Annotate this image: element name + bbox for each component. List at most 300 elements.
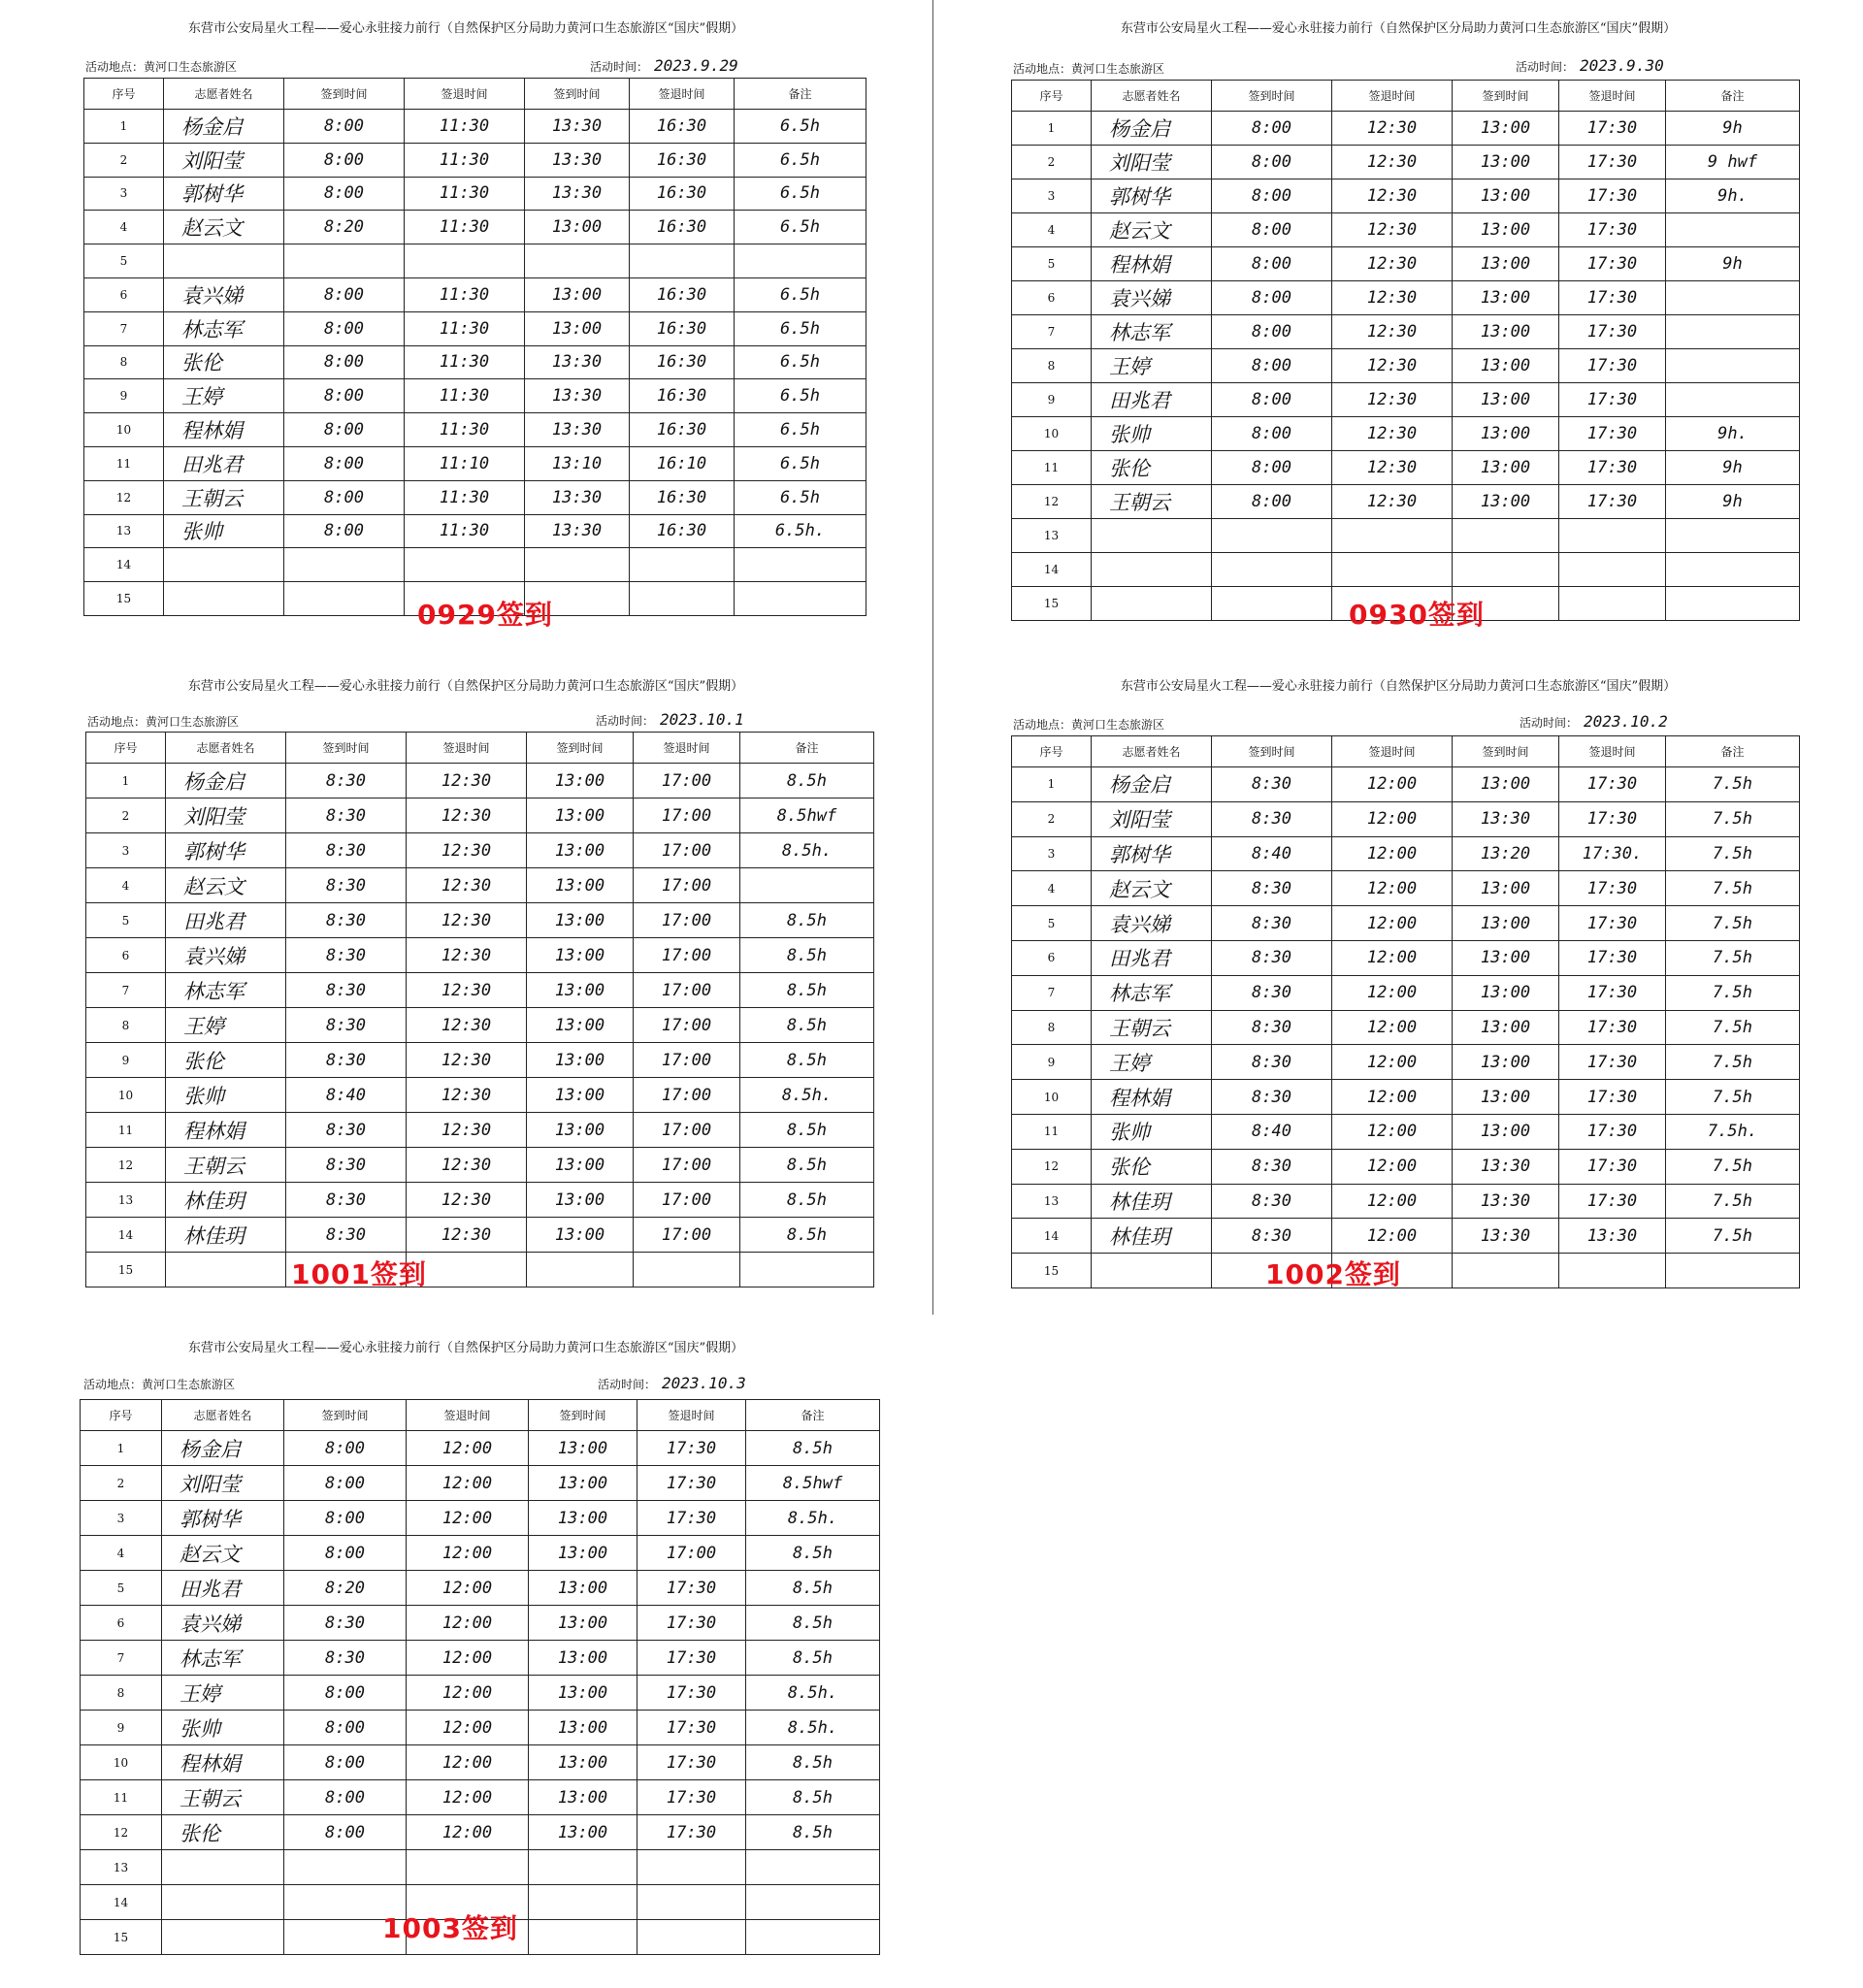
volunteer-name — [162, 1850, 284, 1885]
row-seq: 6 — [1012, 940, 1092, 975]
volunteer-name: 张伦 — [162, 1815, 284, 1850]
row-seq: 13 — [1012, 1184, 1092, 1219]
signin-am-time: 8:30 — [286, 938, 407, 973]
remark-hours: 6.5h — [735, 480, 866, 514]
header-name: 志愿者姓名 — [166, 733, 286, 764]
table-row — [86, 868, 874, 903]
signin-pm-time: 13:00 — [527, 938, 634, 973]
signout-am-time: 12:30 — [407, 764, 527, 798]
signin-pm-time: 13:00 — [529, 1780, 637, 1815]
remark-hours: 8.5h — [746, 1431, 880, 1466]
signin-am-time: 8:30 — [1212, 801, 1332, 836]
signin-am-time: 8:30 — [1212, 1149, 1332, 1184]
row-seq: 1 — [1012, 112, 1092, 146]
signin-pm-time — [525, 244, 630, 278]
signout-pm-time: 16:30 — [630, 345, 735, 379]
sheet-title: 东营市公安局星火工程——爱心永驻接力前行（自然保护区分局助力黄河口生态旅游区“国庆”假期） — [187, 21, 744, 36]
remark-hours: 6.5h — [735, 211, 866, 244]
header-signin-am: 签到时间 — [284, 1400, 407, 1431]
time-line — [596, 710, 744, 729]
signout-pm-time: 17:00 — [637, 1536, 746, 1571]
row-seq: 2 — [84, 143, 164, 177]
remark-hours: 6.5h — [735, 446, 866, 480]
signout-pm-time: 17:30 — [637, 1641, 746, 1676]
volunteer-name: 田兆君 — [164, 446, 284, 480]
volunteer-name: 袁兴娣 — [166, 938, 286, 973]
remark-hours: 7.5h — [1666, 1080, 1800, 1115]
row-seq: 3 — [1012, 179, 1092, 213]
volunteer-name: 林志军 — [166, 973, 286, 1008]
remark-hours: 8.5h — [740, 938, 874, 973]
row-seq: 7 — [84, 311, 164, 345]
signout-pm-time: 17:00 — [634, 1148, 740, 1183]
table-row — [81, 1536, 880, 1571]
table-row — [86, 764, 874, 798]
signout-pm-time: 17:30 — [1559, 1045, 1666, 1080]
header-signin-am: 签到时间 — [1212, 736, 1332, 767]
signin-pm-time: 13:00 — [527, 903, 634, 938]
table-row — [86, 1183, 874, 1218]
table-body — [81, 1431, 880, 1955]
row-seq: 6 — [84, 277, 164, 311]
remark-hours — [1666, 1254, 1800, 1288]
signin-am-time: 8:00 — [284, 1815, 407, 1850]
signout-pm-time: 16:10 — [630, 446, 735, 480]
signin-pm-time: 13:00 — [529, 1466, 637, 1501]
signout-pm-time: 17:30 — [1559, 485, 1666, 519]
table-row — [1012, 767, 1800, 802]
table-row — [86, 833, 874, 868]
volunteer-name: 杨金启 — [162, 1431, 284, 1466]
volunteer-name: 刘阳莹 — [164, 143, 284, 177]
row-seq: 13 — [86, 1183, 166, 1218]
signin-pm-time: 13:30 — [1453, 1184, 1559, 1219]
row-seq: 6 — [81, 1606, 162, 1641]
signin-am-time: 8:30 — [1212, 871, 1332, 906]
remark-hours: 6.5h. — [735, 514, 866, 548]
signout-pm-time — [1559, 553, 1666, 587]
volunteer-name: 刘阳莹 — [1092, 146, 1212, 179]
row-seq: 15 — [1012, 1254, 1092, 1288]
table-row — [81, 1606, 880, 1641]
remark-hours: 8.5hwf — [740, 798, 874, 833]
signin-am-time: 8:30 — [1212, 1184, 1332, 1219]
signin-pm-time: 13:00 — [527, 1218, 634, 1253]
signin-pm-time: 13:00 — [529, 1641, 637, 1676]
signout-am-time: 12:30 — [407, 1008, 527, 1043]
volunteer-name — [162, 1920, 284, 1955]
signout-am-time — [1332, 519, 1453, 553]
header-signout-pm: 签退时间 — [1559, 81, 1666, 112]
signout-pm-time: 17:30 — [1559, 1184, 1666, 1219]
signin-am-time: 8:40 — [1212, 836, 1332, 871]
remark-hours: 9h — [1666, 112, 1800, 146]
signin-pm-time: 13:00 — [1453, 179, 1559, 213]
remark-hours: 8.5h — [740, 1183, 874, 1218]
table-row — [1012, 383, 1800, 417]
volunteer-name: 刘阳莹 — [1092, 801, 1212, 836]
row-seq: 14 — [81, 1885, 162, 1920]
header-name: 志愿者姓名 — [162, 1400, 284, 1431]
signout-pm-time: 17:30 — [1559, 179, 1666, 213]
remark-hours: 8.5h — [740, 1008, 874, 1043]
signout-am-time: 12:30 — [407, 903, 527, 938]
signout-am-time: 11:30 — [405, 379, 525, 413]
signin-pm-time: 13:30 — [525, 177, 630, 211]
signout-am-time: 12:00 — [1332, 1080, 1453, 1115]
time-label: 活动时间： — [590, 60, 649, 74]
signin-am-time: 8:40 — [1212, 1114, 1332, 1149]
signout-pm-time: 17:30 — [1559, 213, 1666, 247]
table-row — [1012, 179, 1800, 213]
table-row — [84, 311, 866, 345]
table-row — [84, 244, 866, 278]
signout-am-time: 12:00 — [1332, 767, 1453, 802]
signin-pm-time: 13:00 — [1453, 1010, 1559, 1045]
row-seq: 4 — [1012, 213, 1092, 247]
signout-am-time: 12:30 — [1332, 247, 1453, 281]
signout-pm-time: 16:30 — [630, 277, 735, 311]
table-row — [1012, 451, 1800, 485]
remark-hours: 6.5h — [735, 143, 866, 177]
signout-pm-time — [630, 548, 735, 582]
signin-am-time: 8:30 — [286, 1008, 407, 1043]
remark-hours: 8.5h — [740, 1218, 874, 1253]
table-body — [1012, 112, 1800, 621]
signout-am-time: 12:00 — [407, 1431, 529, 1466]
remark-hours: 7.5h — [1666, 1184, 1800, 1219]
table-row — [81, 1711, 880, 1745]
table-row — [1012, 871, 1800, 906]
signin-pm-time: 13:00 — [527, 1148, 634, 1183]
signout-am-time: 12:30 — [1332, 179, 1453, 213]
signin-pm-time: 13:00 — [529, 1431, 637, 1466]
signin-am-time: 8:00 — [284, 110, 405, 144]
header-signout-am: 签退时间 — [1332, 736, 1453, 767]
table-row — [84, 143, 866, 177]
row-seq: 5 — [1012, 247, 1092, 281]
signin-pm-time: 13:00 — [1453, 247, 1559, 281]
signin-pm-time: 13:00 — [529, 1676, 637, 1711]
header-signout-am: 签退时间 — [407, 1400, 529, 1431]
volunteer-name: 林佳玥 — [1092, 1219, 1212, 1254]
table-row — [1012, 247, 1800, 281]
signin-am-time: 8:00 — [284, 413, 405, 447]
remark-hours: 7.5h. — [1666, 1114, 1800, 1149]
remark-hours: 8.5h. — [740, 1078, 874, 1113]
row-seq: 9 — [1012, 383, 1092, 417]
volunteer-name: 郭树华 — [1092, 836, 1212, 871]
table-row — [81, 1641, 880, 1676]
signin-pm-time: 13:00 — [525, 211, 630, 244]
signin-am-time: 8:30 — [286, 868, 407, 903]
remark-hours: 6.5h — [735, 110, 866, 144]
signout-pm-time: 17:30 — [1559, 146, 1666, 179]
signin-pm-time: 13:00 — [525, 277, 630, 311]
signin-pm-time: 13:00 — [527, 764, 634, 798]
table-row — [84, 413, 866, 447]
signout-am-time: 12:00 — [1332, 1184, 1453, 1219]
volunteer-name — [162, 1885, 284, 1920]
table-row — [84, 177, 866, 211]
volunteer-name: 程林娟 — [1092, 1080, 1212, 1115]
signin-am-time: 8:00 — [284, 379, 405, 413]
volunteer-name: 王婷 — [1092, 349, 1212, 383]
table-row — [1012, 801, 1800, 836]
signin-pm-time — [525, 548, 630, 582]
volunteer-name — [1092, 553, 1212, 587]
signout-pm-time: 17:00 — [634, 1218, 740, 1253]
signout-pm-time: 17:00 — [634, 1008, 740, 1043]
volunteer-name: 田兆君 — [162, 1571, 284, 1606]
stamp-label: 1003签到 — [382, 1912, 518, 1944]
signout-am-time: 12:00 — [407, 1536, 529, 1571]
volunteer-name: 张帅 — [1092, 417, 1212, 451]
signin-table — [1011, 735, 1800, 1288]
signin-am-time: 8:40 — [286, 1078, 407, 1113]
signin-am-time — [1212, 519, 1332, 553]
time-label: 活动时间： — [1520, 716, 1579, 730]
table-row — [84, 480, 866, 514]
row-seq: 5 — [84, 244, 164, 278]
volunteer-name: 袁兴娣 — [1092, 906, 1212, 941]
signout-pm-time: 16:30 — [630, 311, 735, 345]
location-line — [1013, 60, 1164, 77]
row-seq: 9 — [81, 1711, 162, 1745]
row-seq: 9 — [84, 379, 164, 413]
signin-pm-time: 13:30 — [525, 413, 630, 447]
volunteer-name: 程林娟 — [1092, 247, 1212, 281]
location-value: 黄河口生态旅游区 — [144, 60, 238, 74]
remark-hours: 8.5h — [746, 1815, 880, 1850]
signout-am-time — [1332, 553, 1453, 587]
row-seq: 7 — [1012, 975, 1092, 1010]
volunteer-name — [164, 548, 284, 582]
row-seq: 8 — [1012, 349, 1092, 383]
row-seq: 11 — [81, 1780, 162, 1815]
volunteer-name: 张伦 — [1092, 1149, 1212, 1184]
row-seq: 14 — [86, 1218, 166, 1253]
remark-hours: 7.5h — [1666, 1219, 1800, 1254]
remark-hours: 8.5h. — [740, 833, 874, 868]
remark-hours: 6.5h — [735, 277, 866, 311]
volunteer-name: 杨金启 — [164, 110, 284, 144]
row-seq: 10 — [1012, 1080, 1092, 1115]
signout-pm-time: 17:30 — [1559, 1149, 1666, 1184]
row-seq: 5 — [1012, 906, 1092, 941]
signout-pm-time: 16:30 — [630, 211, 735, 244]
signin-pm-time: 13:00 — [1453, 1114, 1559, 1149]
table-row — [84, 345, 866, 379]
volunteer-name: 郭树华 — [164, 177, 284, 211]
signout-am-time: 12:30 — [1332, 451, 1453, 485]
remark-hours: 7.5h — [1666, 836, 1800, 871]
row-seq: 15 — [84, 582, 164, 616]
table-body — [86, 764, 874, 1287]
signout-am-time: 12:30 — [1332, 112, 1453, 146]
table-row — [1012, 906, 1800, 941]
row-seq: 6 — [1012, 281, 1092, 315]
row-seq: 15 — [86, 1253, 166, 1287]
signin-pm-time — [529, 1885, 637, 1920]
remark-hours: 7.5h — [1666, 1010, 1800, 1045]
signin-pm-time — [527, 1253, 634, 1287]
signin-pm-time: 13:00 — [1453, 383, 1559, 417]
time-label: 活动时间： — [598, 1378, 657, 1391]
remark-hours: 8.5h. — [746, 1676, 880, 1711]
row-seq: 10 — [1012, 417, 1092, 451]
signout-pm-time: 17:30 — [637, 1501, 746, 1536]
header-seq: 序号 — [81, 1400, 162, 1431]
remark-hours: 7.5h — [1666, 767, 1800, 802]
row-seq: 12 — [86, 1148, 166, 1183]
signin-am-time: 8:00 — [1212, 213, 1332, 247]
table-header-row — [1012, 81, 1800, 112]
volunteer-name: 郭树华 — [1092, 179, 1212, 213]
signin-am-time: 8:30 — [284, 1606, 407, 1641]
volunteer-name — [1092, 519, 1212, 553]
row-seq: 11 — [1012, 451, 1092, 485]
signin-pm-time: 13:00 — [1453, 1045, 1559, 1080]
signin-am-time — [284, 244, 405, 278]
remark-hours: 7.5h — [1666, 801, 1800, 836]
signout-am-time: 11:10 — [405, 446, 525, 480]
signin-am-time: 8:00 — [284, 514, 405, 548]
table-row — [86, 1113, 874, 1148]
remark-hours: 9 hwf — [1666, 146, 1800, 179]
row-seq: 11 — [86, 1113, 166, 1148]
signin-pm-time: 13:00 — [1453, 767, 1559, 802]
signin-am-time: 8:00 — [1212, 112, 1332, 146]
remark-hours: 8.5h — [746, 1641, 880, 1676]
signin-pm-time — [1453, 553, 1559, 587]
remark-hours — [735, 244, 866, 278]
signin-pm-time: 13:00 — [527, 1183, 634, 1218]
signin-am-time: 8:30 — [1212, 906, 1332, 941]
row-seq: 9 — [1012, 1045, 1092, 1080]
signin-am-time: 8:30 — [1212, 1219, 1332, 1254]
signout-am-time — [407, 1850, 529, 1885]
signin-am-time: 8:30 — [286, 903, 407, 938]
signout-pm-time: 17:00 — [634, 764, 740, 798]
signout-am-time: 11:30 — [405, 277, 525, 311]
signout-am-time: 12:00 — [1332, 1149, 1453, 1184]
signout-pm-time: 17:30 — [637, 1815, 746, 1850]
signin-pm-time: 13:00 — [1453, 417, 1559, 451]
volunteer-name: 林佳玥 — [166, 1183, 286, 1218]
signout-pm-time — [637, 1850, 746, 1885]
remark-hours: 8.5h — [740, 903, 874, 938]
table-row — [84, 110, 866, 144]
volunteer-name: 袁兴娣 — [1092, 281, 1212, 315]
volunteer-name: 袁兴娣 — [164, 277, 284, 311]
signout-pm-time: 17:30 — [1559, 767, 1666, 802]
signout-pm-time: 16:30 — [630, 143, 735, 177]
signout-am-time: 11:30 — [405, 311, 525, 345]
signin-pm-time: 13:00 — [525, 311, 630, 345]
remark-hours — [1666, 349, 1800, 383]
volunteer-name: 王婷 — [162, 1676, 284, 1711]
volunteer-name: 林志军 — [1092, 975, 1212, 1010]
signin-pm-time: 13:20 — [1453, 836, 1559, 871]
signout-am-time: 12:00 — [407, 1676, 529, 1711]
remark-hours — [1666, 213, 1800, 247]
remark-hours — [746, 1885, 880, 1920]
signout-pm-time — [1559, 519, 1666, 553]
remark-hours — [1666, 383, 1800, 417]
row-seq: 8 — [84, 345, 164, 379]
signout-am-time: 12:30 — [1332, 315, 1453, 349]
row-seq: 1 — [1012, 767, 1092, 802]
table-row — [1012, 1219, 1800, 1254]
remark-hours: 7.5h — [1666, 940, 1800, 975]
signin-am-time: 8:30 — [1212, 940, 1332, 975]
table-row — [81, 1850, 880, 1885]
row-seq: 8 — [86, 1008, 166, 1043]
signout-pm-time: 13:30 — [1559, 1219, 1666, 1254]
remark-hours: 7.5h — [1666, 871, 1800, 906]
remark-hours: 8.5h — [746, 1745, 880, 1780]
volunteer-name: 王婷 — [166, 1008, 286, 1043]
signin-am-time: 8:00 — [284, 311, 405, 345]
signout-am-time: 12:30 — [407, 1113, 527, 1148]
signin-am-time: 8:30 — [286, 973, 407, 1008]
signout-am-time: 11:30 — [405, 143, 525, 177]
stamp-label: 0929签到 — [417, 599, 553, 631]
signin-pm-time: 13:00 — [1453, 146, 1559, 179]
signin-am-time — [284, 548, 405, 582]
signin-am-time: 8:00 — [284, 1536, 407, 1571]
signin-am-time: 8:00 — [284, 277, 405, 311]
signin-am-time: 8:00 — [1212, 417, 1332, 451]
signout-am-time: 12:00 — [1332, 1219, 1453, 1254]
volunteer-name: 赵云文 — [1092, 213, 1212, 247]
signout-am-time: 11:30 — [405, 514, 525, 548]
signin-am-time: 8:00 — [1212, 383, 1332, 417]
signout-am-time: 12:00 — [407, 1641, 529, 1676]
signout-am-time: 12:30 — [1332, 213, 1453, 247]
remark-hours: 9h — [1666, 451, 1800, 485]
table-row — [86, 1008, 874, 1043]
signout-pm-time — [630, 244, 735, 278]
remark-hours: 8.5h — [746, 1606, 880, 1641]
row-seq: 2 — [86, 798, 166, 833]
volunteer-name: 田兆君 — [1092, 940, 1212, 975]
signin-am-time: 8:00 — [284, 1676, 407, 1711]
table-header-row — [86, 733, 874, 764]
signin-pm-time: 13:00 — [1453, 1080, 1559, 1115]
volunteer-name: 张伦 — [1092, 451, 1212, 485]
signout-am-time: 12:30 — [1332, 417, 1453, 451]
signin-pm-time: 13:00 — [527, 1113, 634, 1148]
volunteer-name: 田兆君 — [1092, 383, 1212, 417]
volunteer-name: 林志军 — [1092, 315, 1212, 349]
remark-hours — [740, 868, 874, 903]
signin-pm-time: 13:00 — [527, 833, 634, 868]
signout-pm-time: 17:30 — [1559, 1114, 1666, 1149]
signin-sheet-1003 — [0, 1320, 932, 1988]
remark-hours: 9h — [1666, 247, 1800, 281]
row-seq: 5 — [86, 903, 166, 938]
table-row — [1012, 1045, 1800, 1080]
signout-pm-time: 17:30 — [1559, 871, 1666, 906]
table-row — [86, 1253, 874, 1287]
stamp-label: 1002签到 — [1265, 1258, 1401, 1290]
row-seq: 1 — [86, 764, 166, 798]
table-row — [84, 379, 866, 413]
signout-am-time: 12:30 — [407, 1218, 527, 1253]
signout-pm-time: 17:00 — [634, 903, 740, 938]
